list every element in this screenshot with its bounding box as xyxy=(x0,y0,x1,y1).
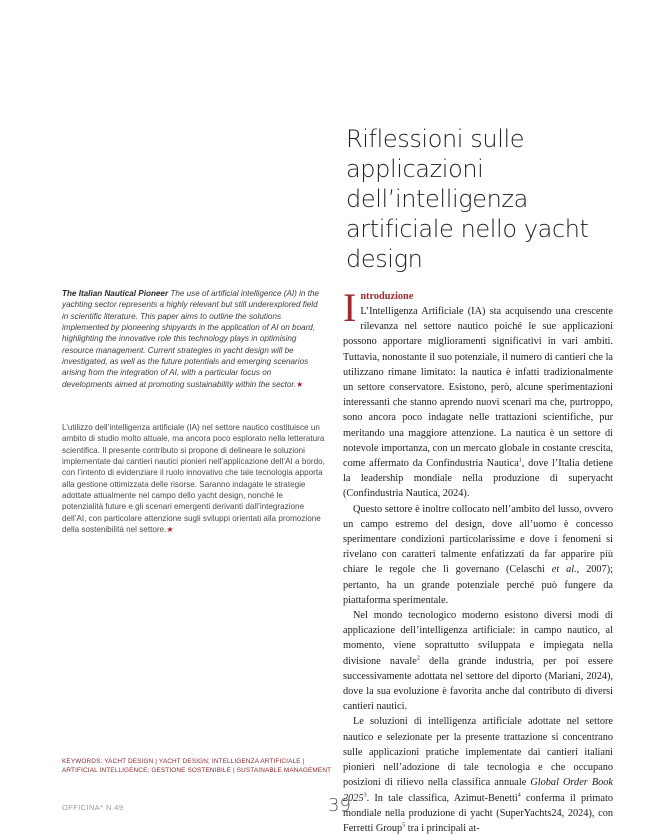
paragraph-text: della grande industria, per poi essere successivamente adottata nel settore del diporto (Mariani, 2024), dove la sua evoluzione è favorita anche dal contributo di diversi cantieri nautici. xyxy=(343,655,613,713)
body-column xyxy=(343,285,614,836)
paragraph-text: , dove l’Italia detiene la leadership mondiale nella produzione di superyacht (Confindustria Nautica, 2024). xyxy=(343,458,614,500)
paragraph-3 xyxy=(343,608,613,714)
page-number: 39 xyxy=(328,795,351,816)
paragraph-1 xyxy=(343,285,614,502)
abstract-italian xyxy=(62,422,325,535)
end-star-icon: ★ xyxy=(166,525,174,535)
footnote-ref[interactable]: 4 xyxy=(517,792,521,799)
paragraph-text: L’Intelligenza Artificiale (IA) sta acquisendo una crescente rilevanza nel settore nautico poiché le sue applicazioni possono apportare miglioramenti significativi in vari ambiti. Tuttavia, nonostante il suo potenziale, il numero di cantieri che la utilizzano rimane limitato: la nautica è infatti tradizionalmente un settore conservatore. Esistono, però, alcune sperimentazioni interessanti che stanno aprendo nuovi scenari ma che, purtroppo, sono ancora poco indagate nelle trattazioni scientifiche, pur meritando una maggiore attenzione. La nautica è un settore di notevole importanza, con un mercato globale in costante crescita, come affermato da Confindustria Nautica xyxy=(343,306,613,470)
paragraph-text: Questo settore è inoltre collocato nell’ambito del lusso, ovvero un campo estremo del design, dove all’uomo è concesso sperimentare condizioni particolarissime e dove i fenomeni si rivelano con caratteri talmente enfatizzati da far apparire più chiare le regole che li governano (Celaschi xyxy=(343,503,613,576)
paragraph-italic: Global Order Book 2025 xyxy=(343,777,613,804)
paragraph-text: conferma il primato mondiale nella produzione di yacht (SuperYachts24, 2024), con Ferretti Group xyxy=(343,792,613,834)
abstract-lead: The Italian Nautical Pioneer xyxy=(62,289,169,298)
paragraph-text: Nel mondo tecnologico moderno esistono diversi modi di applicazione dell’intelligenza artificiale: in campo nautico, al momento, viene soprattutto sviluppata e impiegata nella divisione navale xyxy=(343,610,613,667)
paragraph-italic: et al. xyxy=(551,564,577,576)
end-star-icon: ★ xyxy=(296,379,304,389)
abstract-italian-text: L’utilizzo dell’intelligenza artificiale (IA) nel settore nautico costituisce un ambito di studio molto attuale, ma ancora poco esplorato nella letteratura scientifica. Il presente contributo si propone di delineare le soluzioni implementate dai cantieri nautici pionieri nell’applicazione dell’AI a bordo, con l’intento di evidenziare il ruolo innovativo che tale tecnologia apporta alla gestione ottimizzata delle risorse. Saranno indagate le strategie adottate attualmente nel campo dello yacht design, nonché le potenzialità future e gli scenari emergenti derivanti dall’integrazione dell’AI, con particolare attenzione sugli sviluppi orientati alla promozione della sostenibilità nel settore. xyxy=(62,423,325,535)
footnote-ref[interactable]: 2 xyxy=(416,655,420,662)
paragraph-4 xyxy=(343,714,613,836)
abstract-english xyxy=(62,288,323,390)
paragraph-text: . In tale classifica, Azimut-Benetti xyxy=(366,792,518,804)
drop-cap: I xyxy=(343,285,357,330)
paragraph-2 xyxy=(343,502,613,608)
magazine-issue: OFFICINA* N.49 xyxy=(62,803,124,812)
keywords: KEYWORDS: YACHT DESIGN | YACHT DESIGN; INTELLIGENZA ARTIFICIALE | ARTIFICIAL INTELLIGENCE; GESTIONE SOSTENIBILE | SUSTAINABLE MANAGEMENT xyxy=(62,758,332,774)
paragraph-text: , 2007); pertanto, ha un grande potenziale perché può fungere da piattaforma sperimentale. xyxy=(343,564,613,606)
article-title: Riflessioni sulle applicazioni dell’intelligenza artificiale nello yacht design xyxy=(346,125,589,274)
footnote-ref[interactable]: 3 xyxy=(363,792,367,799)
paragraph-text: Le soluzioni di intelligenza artificiale adottate nel settore nautico e selezionate per la presente trattazione si concentrano sulle applicazioni pratiche implementate dai cantieri italiani pionieri nell’adozione di tale tecnologia e che occupano posizioni di rilievo nella classifica annuale xyxy=(343,716,613,789)
section-heading: ntroduzione xyxy=(360,291,414,302)
footnote-ref[interactable]: 1 xyxy=(518,457,522,464)
abstract-english-text: The use of artificial intelligence (AI) in the yachting sector represents a highly relevant but still underexplored field in scientific literature. This paper aims to outline the solutions implemented by pioneering shipyards in the application of AI on board, highlighting the innovative role this technology plays in optimising resource management. Current strategies in yacht design will be investigated, as well as the future potentials and emerging scenarios arising from the integration of AI, with a particular focus on developments aimed at promoting sustainability within the sector. xyxy=(62,289,319,389)
footnote-ref[interactable]: 5 xyxy=(402,822,406,829)
paragraph-text: tra i principali at- xyxy=(405,822,480,834)
